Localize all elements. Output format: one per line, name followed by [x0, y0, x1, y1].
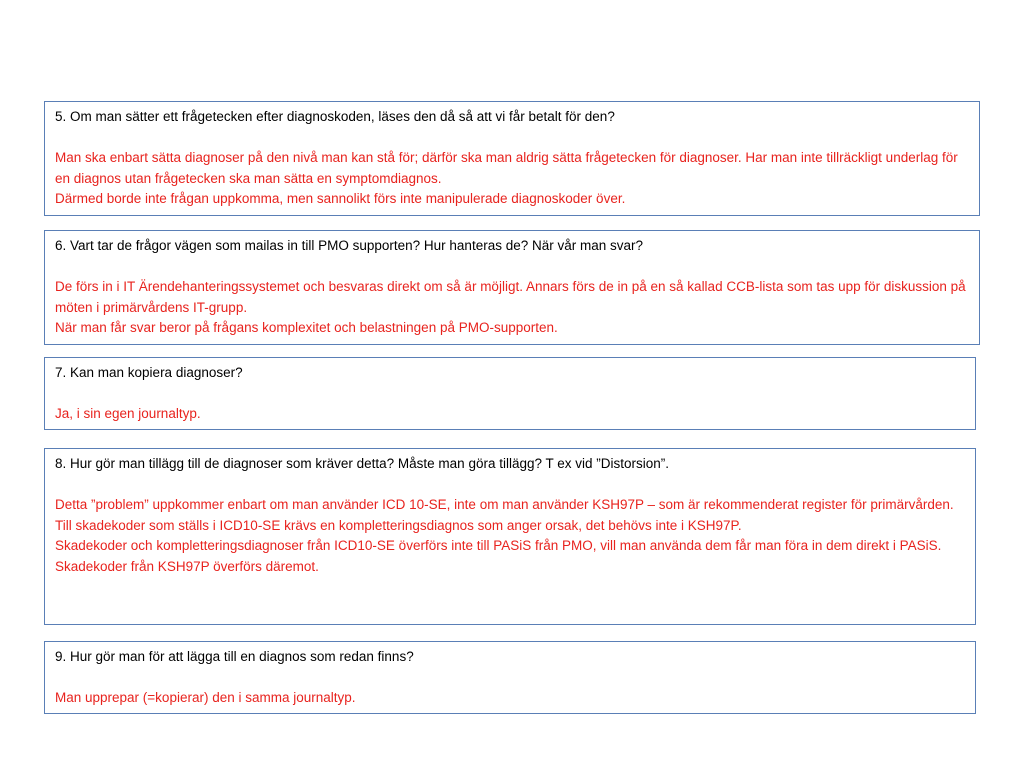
answer-8-line-1: Detta ”problem” uppkommer enbart om man använder ICD 10-SE, inte om man använder KSH97P – som är rekommenderat register för primärvården.	[55, 497, 954, 513]
question-8-text: 8. Hur gör man tillägg till de diagnoser som kräver detta? Måste man göra tillägg? T ex vid ”Distorsion”.	[55, 456, 670, 471]
answer-6-line-1: De förs in i IT Ärendehanteringssystemet och besvaras direkt om så är möjligt. Annars förs de in på en så kallad CCB-lista som tas upp för diskussion på möten i primärvårdens IT-grupp.	[55, 279, 966, 315]
answer-8-line-2: Till skadekoder som ställs i ICD10-SE krävs en kompletteringsdiagnos som anger orsak, det behövs inte i KSH97P.	[55, 517, 742, 533]
answer-5-line-1: Man ska enbart sätta diagnoser på den nivå man kan stå för; därför ska man aldrig sätta frågetecken för diagnoser. Har man inte tillräckligt underlag för en diagnos utan frågetecken ska man sätta en symptomdiagnos.	[55, 150, 958, 186]
answer-8-line-3: Skadekoder och kompletteringsdiagnoser från ICD10-SE överförs inte till PASiS från PMO, vill man använda dem får man föra in dem direkt i PASiS.	[55, 538, 942, 554]
qa-box-question-9	[44, 641, 976, 714]
question-9-text: 9. Hur gör man för att lägga till en diagnos som redan finns?	[55, 649, 414, 664]
answer-7-line-1: Ja, i sin egen journaltyp.	[55, 406, 201, 422]
qa-box-question-6	[44, 230, 980, 345]
qa-box-question-5	[44, 101, 980, 216]
spacer	[55, 384, 966, 405]
qa-box-question-7	[44, 357, 976, 430]
question-7-text: 7. Kan man kopiera diagnoser?	[55, 365, 243, 380]
question-6-text: 6. Vart tar de frågor vägen som mailas in till PMO supporten? Hur hanteras de? När vår man svar?	[55, 238, 644, 253]
answer-5-line-2: Därmed borde inte frågan uppkomma, men sannolikt förs inte manipulerade diagnoskoder över.	[55, 191, 626, 207]
answer-9-line-1: Man upprepar (=kopierar) den i samma journaltyp.	[55, 690, 356, 706]
qa-box-question-8	[44, 448, 976, 625]
question-5-text: 5. Om man sätter ett frågetecken efter diagnoskoden, läses den då så att vi får betalt för den?	[55, 109, 615, 124]
spacer	[55, 128, 970, 149]
answer-6-line-2: När man får svar beror på frågans komplexitet och belastningen på PMO-supporten.	[55, 320, 558, 336]
answer-8-line-4: Skadekoder från KSH97P överförs däremot.	[55, 558, 319, 574]
spacer	[55, 257, 970, 278]
spacer	[55, 668, 966, 689]
spacer	[55, 475, 966, 496]
